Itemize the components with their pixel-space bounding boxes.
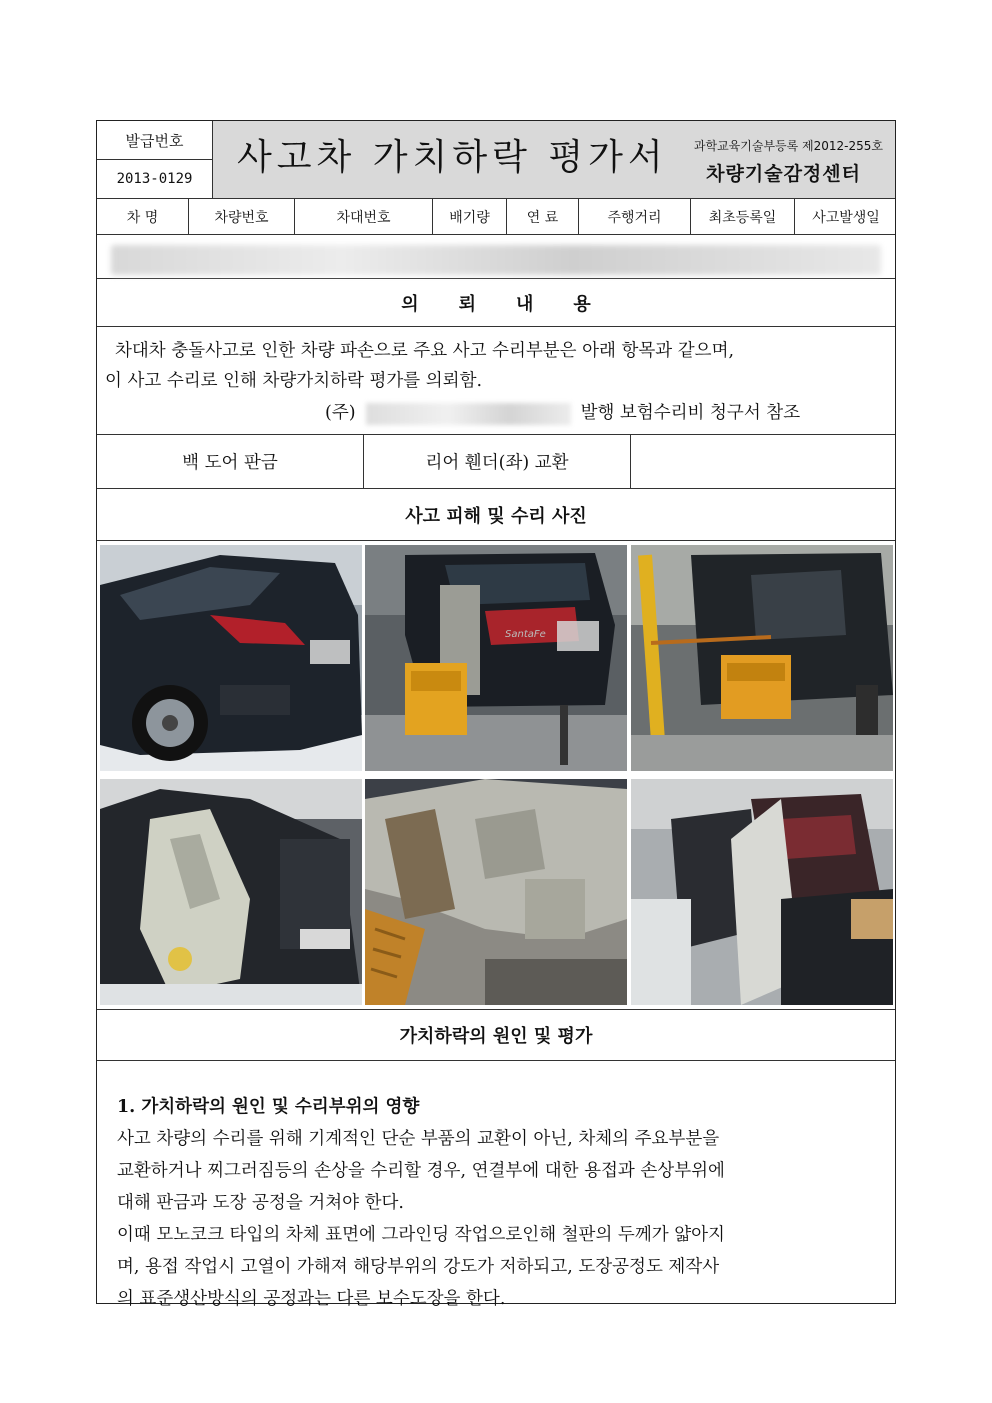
request-body [97,327,895,435]
vehicle-info-redacted-row [97,235,895,279]
photos-heading: 사고 피해 및 수리 사진 [405,505,587,527]
evaluation-body [97,1061,895,1309]
column-accident-date: 사고발생일 [812,209,880,226]
column-first-registration: 최초등록일 [691,199,795,234]
issue-number-box [97,121,213,198]
vehicle-badge-text: SantaFe [505,629,546,640]
column-vin: 차대번호 [295,199,433,234]
photo-weld-repair-closeup [365,779,627,1005]
column-mileage: 주행거리 [579,199,691,234]
column-displacement: 배기량 [433,199,507,234]
photo-grid [97,541,895,1010]
evaluation-line-5: 며, 용접 작업시 고열이 가해져 해당부위의 강도가 저하되고, 도장공정도 제작사 [117,1257,720,1277]
redacted-company-name [366,403,571,425]
column-fuel: 연 료 [507,199,579,234]
photo-interior-after-panel-replacement [631,779,893,1005]
organization-name: 차량기술감정센터 [706,163,861,185]
evaluation-line-6: 의 표준생산방식의 공정과는 다른 보수도장을 한다. [117,1289,506,1309]
repair-item-3 [631,435,897,488]
company-prefix: (주) [325,403,356,423]
request-heading: 의뢰내용 [401,293,631,315]
vehicle-info-header-row [97,199,895,235]
photos-heading-row [97,489,895,541]
request-line-2: 이 사고 수리로 인해 차량가치하락 평가를 의뢰함. [105,371,483,391]
photo-damaged-rear-exterior [100,545,362,771]
issue-number-label: 발급번호 [97,121,212,160]
evaluation-line-1: 사고 차량의 수리를 위해 기계적인 단순 부품의 교환이 아닌, 차체의 주요부분을 [117,1129,720,1149]
request-line-3 [325,399,800,425]
redacted-vehicle-info [111,245,881,275]
photo-stripped-quarter-panel [100,779,362,1005]
repair-items-row [97,435,895,489]
document-title: 사고차 가치하락 평가서 [237,137,668,178]
photo-rear-on-frame-machine [365,545,627,771]
document-header [97,121,895,199]
repair-item-1: 백 도어 판금 [97,435,364,488]
evaluation-heading: 가치하락의 원인 및 평가 [399,1025,593,1047]
repair-item-2: 리어 휀더(좌) 교환 [364,435,631,488]
title-area [213,121,895,198]
evaluation-subheading: 1. 가치하락의 원인 및 수리부위의 영향 [117,1097,420,1117]
column-plate-number: 차량번호 [189,199,295,234]
appraisal-document [96,120,896,1309]
registration-number: 과학교육기술부등록 제2012-255호 [693,139,883,153]
request-reference: 발행 보험수리비 청구서 참조 [580,403,801,423]
evaluation-line-3: 대해 판금과 도장 공정을 거쳐야 한다. [117,1193,404,1213]
issue-number-value: 2013-0129 [116,171,193,187]
evaluation-line-4: 이때 모노코크 타입의 차체 표면에 그라인딩 작업으로인해 철판의 두께가 얇아지 [117,1225,725,1245]
evaluation-line-2: 교환하거나 찌그러짐등의 손상을 수리할 경우, 연결부에 대한 용접과 손상부위에 [117,1161,725,1181]
photo-frame-pulling [631,545,893,771]
evaluation-heading-row [97,1009,895,1061]
request-line-1: 차대차 충돌사고로 인한 차량 파손으로 주요 사고 수리부분은 아래 항목과 같으며, [115,341,735,361]
column-car-name: 차 명 [97,199,189,234]
request-heading-row [97,279,895,327]
